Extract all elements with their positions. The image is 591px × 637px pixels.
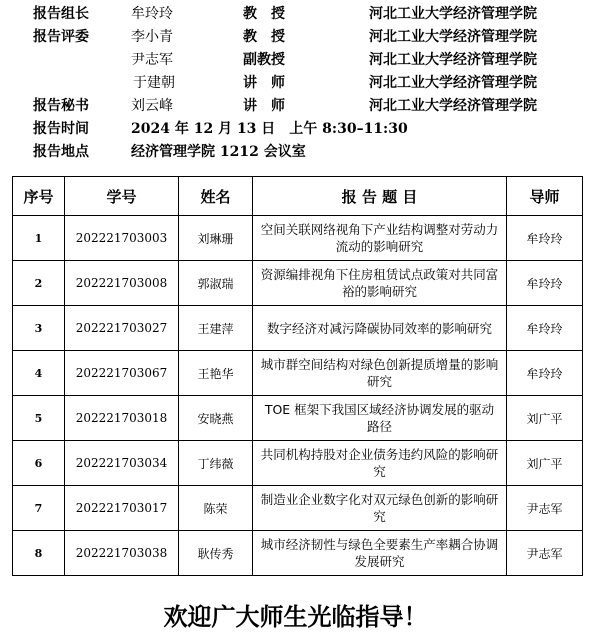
table-row	[13, 441, 583, 486]
cell-student-id: 202221703034	[65, 441, 179, 486]
leader-org: 河北工业大学经济管理学院	[369, 6, 537, 22]
cell-name: 王建萍	[179, 306, 253, 351]
table-row	[13, 531, 583, 576]
table-row	[13, 216, 583, 261]
cell-no: 8	[13, 531, 65, 576]
secretary-name: 刘云峰	[131, 98, 173, 114]
cell-no: 3	[13, 306, 65, 351]
cell-name: 耿传秀	[179, 531, 253, 576]
report-schedule-table	[12, 176, 583, 576]
cell-advisor: 牟玲玲	[507, 261, 583, 306]
cell-no: 6	[13, 441, 65, 486]
reviewer-org: 河北工业大学经济管理学院	[369, 75, 537, 91]
table-row	[13, 306, 583, 351]
secretary-row	[0, 95, 591, 118]
table-row	[13, 351, 583, 396]
table-header-row	[13, 177, 583, 216]
cell-student-id: 202221703008	[65, 261, 179, 306]
cell-name: 丁纬薇	[179, 441, 253, 486]
cell-report-title: 数字经济对减污降碳协同效率的影响研究	[253, 306, 507, 351]
cell-no: 5	[13, 396, 65, 441]
reviewer-row-2	[0, 49, 591, 72]
time-label: 报告时间	[33, 121, 89, 137]
secretary-org: 河北工业大学经济管理学院	[369, 98, 537, 114]
time-row	[0, 118, 591, 141]
reviewer-label: 报告评委	[33, 29, 89, 45]
cell-no: 7	[13, 486, 65, 531]
reviewer-name: 李小青	[131, 29, 173, 45]
place-row	[0, 141, 591, 164]
header-name: 姓名	[179, 177, 253, 216]
reviewer-name: 于建朝	[133, 75, 175, 91]
header-advisor: 导师	[507, 177, 583, 216]
cell-report-title: 制造业企业数字化对双元绿色创新的影响研究	[253, 486, 507, 531]
cell-name: 郭淑瑞	[179, 261, 253, 306]
table-row	[13, 261, 583, 306]
cell-advisor: 尹志军	[507, 486, 583, 531]
cell-report-title: 空间关联网络视角下产业结构调整对劳动力流动的影响研究	[253, 216, 507, 261]
reviewer-row-3	[0, 72, 591, 95]
reviewer-title: 讲 师	[243, 75, 285, 91]
cell-advisor: 牟玲玲	[507, 216, 583, 261]
welcome-message: 欢迎广大师生光临指导！	[163, 602, 428, 631]
cell-report-title: 城市群空间结构对绿色创新提质增量的影响研究	[253, 351, 507, 396]
reviewer-org: 河北工业大学经济管理学院	[369, 52, 537, 68]
cell-student-id: 202221703017	[65, 486, 179, 531]
cell-report-title: 城市经济韧性与绿色全要素生产率耦合协调发展研究	[253, 531, 507, 576]
leader-name: 牟玲玲	[131, 6, 173, 22]
cell-student-id: 202221703027	[65, 306, 179, 351]
table-row	[13, 486, 583, 531]
time-value: 2024 年 12 月 13 日 上午 8:30–11:30	[131, 121, 408, 137]
reviewer-title: 副教授	[243, 52, 285, 68]
cell-student-id: 202221703018	[65, 396, 179, 441]
cell-no: 2	[13, 261, 65, 306]
cell-advisor: 尹志军	[507, 531, 583, 576]
reviewer-name: 尹志军	[131, 52, 173, 68]
reviewer-row-1	[0, 26, 591, 49]
cell-name: 刘琳珊	[179, 216, 253, 261]
cell-report-title: 共同机构持股对企业债务违约风险的影响研究	[253, 441, 507, 486]
secretary-label: 报告秘书	[33, 98, 89, 114]
cell-student-id: 202221703038	[65, 531, 179, 576]
cell-advisor: 刘广平	[507, 396, 583, 441]
reviewer-title: 教 授	[243, 29, 285, 45]
cell-no: 1	[13, 216, 65, 261]
cell-report-title: TOE 框架下我国区域经济协调发展的驱动路径	[253, 396, 507, 441]
header-report-title: 报 告 题 目	[253, 177, 507, 216]
cell-advisor: 刘广平	[507, 441, 583, 486]
cell-no: 4	[13, 351, 65, 396]
place-label: 报告地点	[33, 144, 89, 160]
reviewer-org: 河北工业大学经济管理学院	[369, 29, 537, 45]
table-row	[13, 396, 583, 441]
leader-label: 报告组长	[33, 6, 89, 22]
place-value: 经济管理学院 1212 会议室	[131, 144, 306, 160]
header-no: 序号	[13, 177, 65, 216]
leader-title: 教 授	[243, 6, 285, 22]
cell-name: 王艳华	[179, 351, 253, 396]
cell-report-title: 资源编排视角下住房租赁试点政策对共同富裕的影响研究	[253, 261, 507, 306]
cell-name: 陈荣	[179, 486, 253, 531]
header-student-id: 学号	[65, 177, 179, 216]
cell-advisor: 牟玲玲	[507, 306, 583, 351]
cell-advisor: 牟玲玲	[507, 351, 583, 396]
cell-name: 安晓燕	[179, 396, 253, 441]
cell-student-id: 202221703003	[65, 216, 179, 261]
secretary-title: 讲 师	[243, 98, 285, 114]
leader-row	[0, 3, 591, 26]
cell-student-id: 202221703067	[65, 351, 179, 396]
